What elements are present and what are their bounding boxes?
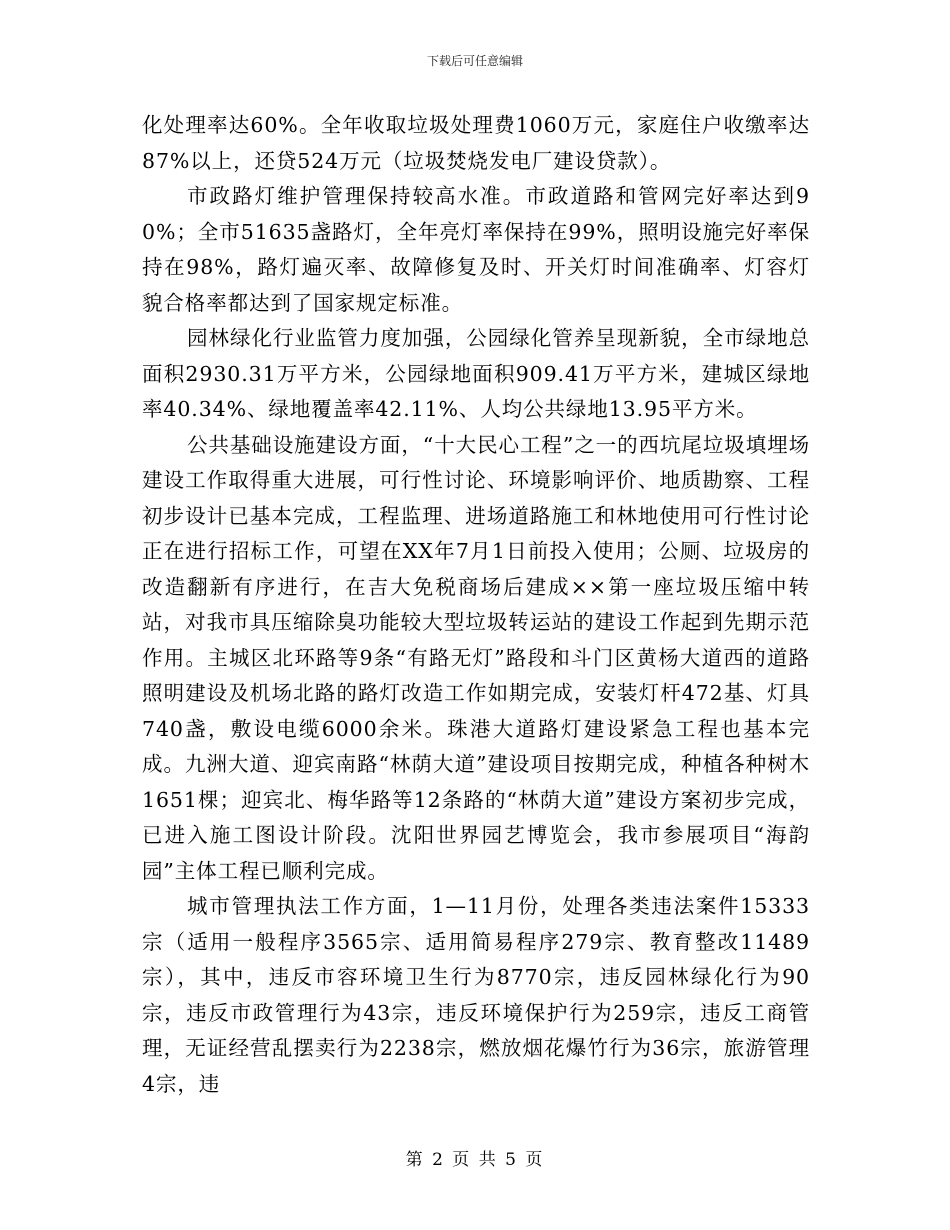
paragraph-5: 城市管理执法工作方面，1—11月份，处理各类违法案件15333宗（适用一般程序3565宗、适用简易程序279宗、教育整改11489宗），其中，违反市容环境卫生行为8770宗，违反园林绿化行为90宗，违反市政管理行为43宗，违反环境保护行为259宗，违反工商管理，无证经营乱摆卖行为2238宗，燃放烟花爆竹行为36宗，旅游管理4宗，违 xyxy=(142,894,810,1096)
paragraph-3: 园林绿化行业监管力度加强，公园绿化管养呈现新貌，全市绿地总面积2930.31万平方米，公园绿地面积909.41万平方米，建城区绿地率40.34%、绿地覆盖率42.11%、人均公共绿地13.95平方米。 xyxy=(142,326,810,421)
document-body xyxy=(142,108,810,1102)
paragraph-2: 市政路灯维护管理保持较高水准。市政道路和管网完好率达到90%；全市51635盏路灯，全年亮灯率保持在99%，照明设施完好率保持在98%，路灯遍灭率、故障修复及时、开关灯时间准确率、灯容灯貌合格率都达到了国家规定标准。 xyxy=(142,184,810,315)
page-header: 下载后可任意编辑 xyxy=(426,54,523,68)
paragraph-1: 化处理率达60%。全年收取垃圾处理费1060万元，家庭住户收缴率达87%以上，还贷524万元（垃圾焚烧发电厂建设贷款）。 xyxy=(142,113,810,173)
paragraph-4: 公共基础设施建设方面，“十大民心工程”之一的西坑尾垃圾填埋场建设工作取得重大进展，可行性讨论、环境影响评价、地质勘察、工程初步设计已基本完成，工程监理、进场道路施工和林地使用可行性讨论正在进行招标工作，可望在XX年7月1日前投入使用；公厕、垃圾房的改造翻新有序进行，在吉大免税商场后建成××第一座垃圾压缩中转站，对我市具压缩除臭功能较大型垃圾转运站的建设工作起到先期示范作用。主城区北环路等9条“有路无灯”路段和斗门区黄杨大道西的道路照明建设及机场北路的路灯改造工作如期完成，安装灯杆472基、灯具740盏，敷设电缆6000余米。珠港大道路灯建设紧急工程也基本完成。九洲大道、迎宾南路“林荫大道”建设项目按期完成，种植各种树木1651棵；迎宾北、梅华路等12条路的“林荫大道”建设方案初步完成，已进入施工图设计阶段。沈阳世界园艺博览会，我市参展项目“海韵园”主体工程已顺利完成。 xyxy=(142,432,810,883)
page-number: 第 2 页 共 5 页 xyxy=(405,1150,545,1170)
